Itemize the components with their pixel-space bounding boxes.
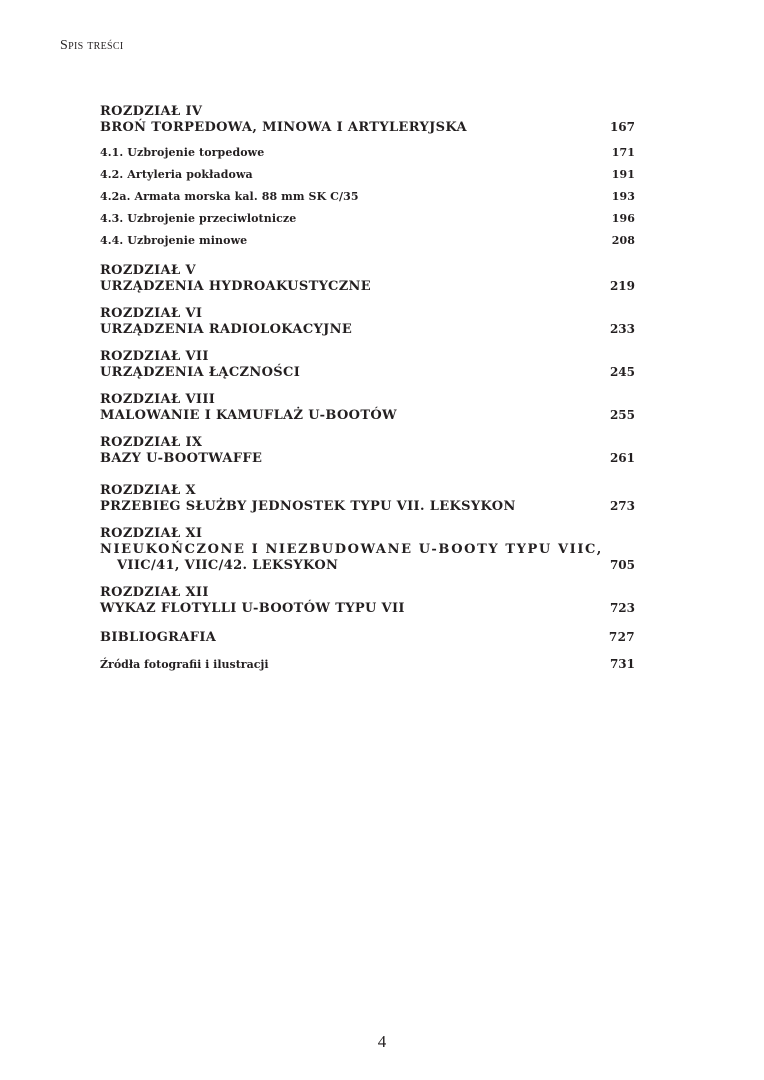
running-head-rest: pis treści <box>68 38 124 53</box>
chapter-page: 233 <box>609 322 635 336</box>
subsection-item[interactable] <box>100 142 635 164</box>
chapter-title: WYKAZ FLOTYLLI U-BOOTÓW TYPU VII <box>100 601 405 616</box>
chapter-title-line-1: NIEUKOŃCZONE I NIEZBUDOWANE U-BOOTY TYPU VIIC, <box>100 542 603 557</box>
chapter-title: URZĄDZENIA ŁĄCZNOŚCI <box>100 365 301 380</box>
subsection-title: 4.2. Artyleria pokładowa <box>100 168 253 181</box>
sources-title: Źródła fotografii i ilustracji <box>100 658 269 671</box>
subsection-title: 4.4. Uzbrojenie minowe <box>100 234 248 247</box>
subsection-page: 196 <box>611 212 635 225</box>
running-head-initial: S <box>60 38 69 53</box>
chapter-5-entry[interactable] <box>100 263 635 295</box>
chapter-page: 219 <box>609 279 635 293</box>
subsection-page: 171 <box>611 146 635 159</box>
chapter-label: ROZDZIAŁ V <box>100 263 196 278</box>
chapter-title: URZĄDZENIA HYDROAKUSTYCZNE <box>100 279 372 294</box>
chapter-page: 273 <box>609 499 635 513</box>
subsection-page: 208 <box>611 234 635 247</box>
chapter-label: ROZDZIAŁ IV <box>100 104 203 119</box>
chapter-label: ROZDZIAŁ VII <box>100 349 209 364</box>
chapter-label: ROZDZIAŁ XI <box>100 526 203 541</box>
running-head <box>60 38 124 54</box>
sources-page: 731 <box>609 657 635 671</box>
chapter-label: ROZDZIAŁ VIII <box>100 392 216 407</box>
subsection-title: 4.3. Uzbrojenie przeciwlotnicze <box>100 212 297 225</box>
chapter-4-entry[interactable] <box>100 104 635 252</box>
chapter-title: MALOWANIE I KAMUFLAŻ U-BOOTÓW <box>100 408 397 423</box>
chapter-label: ROZDZIAŁ XII <box>100 585 209 600</box>
bibliography-title: BIBLIOGRAFIA <box>100 630 217 645</box>
chapter-6-entry[interactable] <box>100 306 635 338</box>
chapter-title: BAZY U-BOOTWAFFE <box>100 451 263 466</box>
subsection-list <box>100 142 635 252</box>
subsection-page: 191 <box>611 168 635 181</box>
chapter-12-entry[interactable] <box>100 585 635 617</box>
chapter-title: PRZEBIEG SŁUŻBY JEDNOSTEK TYPU VII. LEKSYKON <box>100 499 516 514</box>
chapter-label: ROZDZIAŁ IX <box>100 435 203 450</box>
chapter-page: 255 <box>609 408 635 422</box>
chapter-page: 245 <box>609 365 635 379</box>
chapter-page: 705 <box>609 558 635 572</box>
chapter-page: 723 <box>609 601 635 615</box>
subsection-item[interactable] <box>100 230 635 252</box>
bibliography-page: 727 <box>608 630 635 644</box>
subsection-item[interactable] <box>100 208 635 230</box>
table-of-contents <box>100 104 635 673</box>
chapter-title: BROŃ TORPEDOWA, MINOWA I ARTYLERYJSKA <box>100 120 467 135</box>
chapter-11-entry[interactable] <box>100 526 635 574</box>
subsection-item[interactable] <box>100 164 635 186</box>
subsection-item[interactable] <box>100 186 635 208</box>
chapter-title: URZĄDZENIA RADIOLOKACYJNE <box>100 322 353 337</box>
subsection-page: 193 <box>611 190 635 203</box>
sources-entry[interactable] <box>100 656 635 673</box>
chapter-8-entry[interactable] <box>100 392 635 424</box>
chapter-page: 167 <box>609 120 635 134</box>
chapter-9-entry[interactable] <box>100 435 635 467</box>
chapter-label: ROZDZIAŁ X <box>100 483 196 498</box>
chapter-7-entry[interactable] <box>100 349 635 381</box>
chapter-page: 261 <box>609 451 635 465</box>
chapter-title-line-2: VIIC/41, VIIC/42. LEKSYKON <box>117 558 339 573</box>
subsection-title: 4.2a. Armata morska kal. 88 mm SK C/35 <box>100 190 359 203</box>
chapter-label: ROZDZIAŁ VI <box>100 306 203 321</box>
page-number: 4 <box>377 1032 387 1051</box>
subsection-title: 4.1. Uzbrojenie torpedowe <box>100 146 265 159</box>
chapter-10-entry[interactable] <box>100 483 635 515</box>
bibliography-entry[interactable] <box>100 629 635 646</box>
